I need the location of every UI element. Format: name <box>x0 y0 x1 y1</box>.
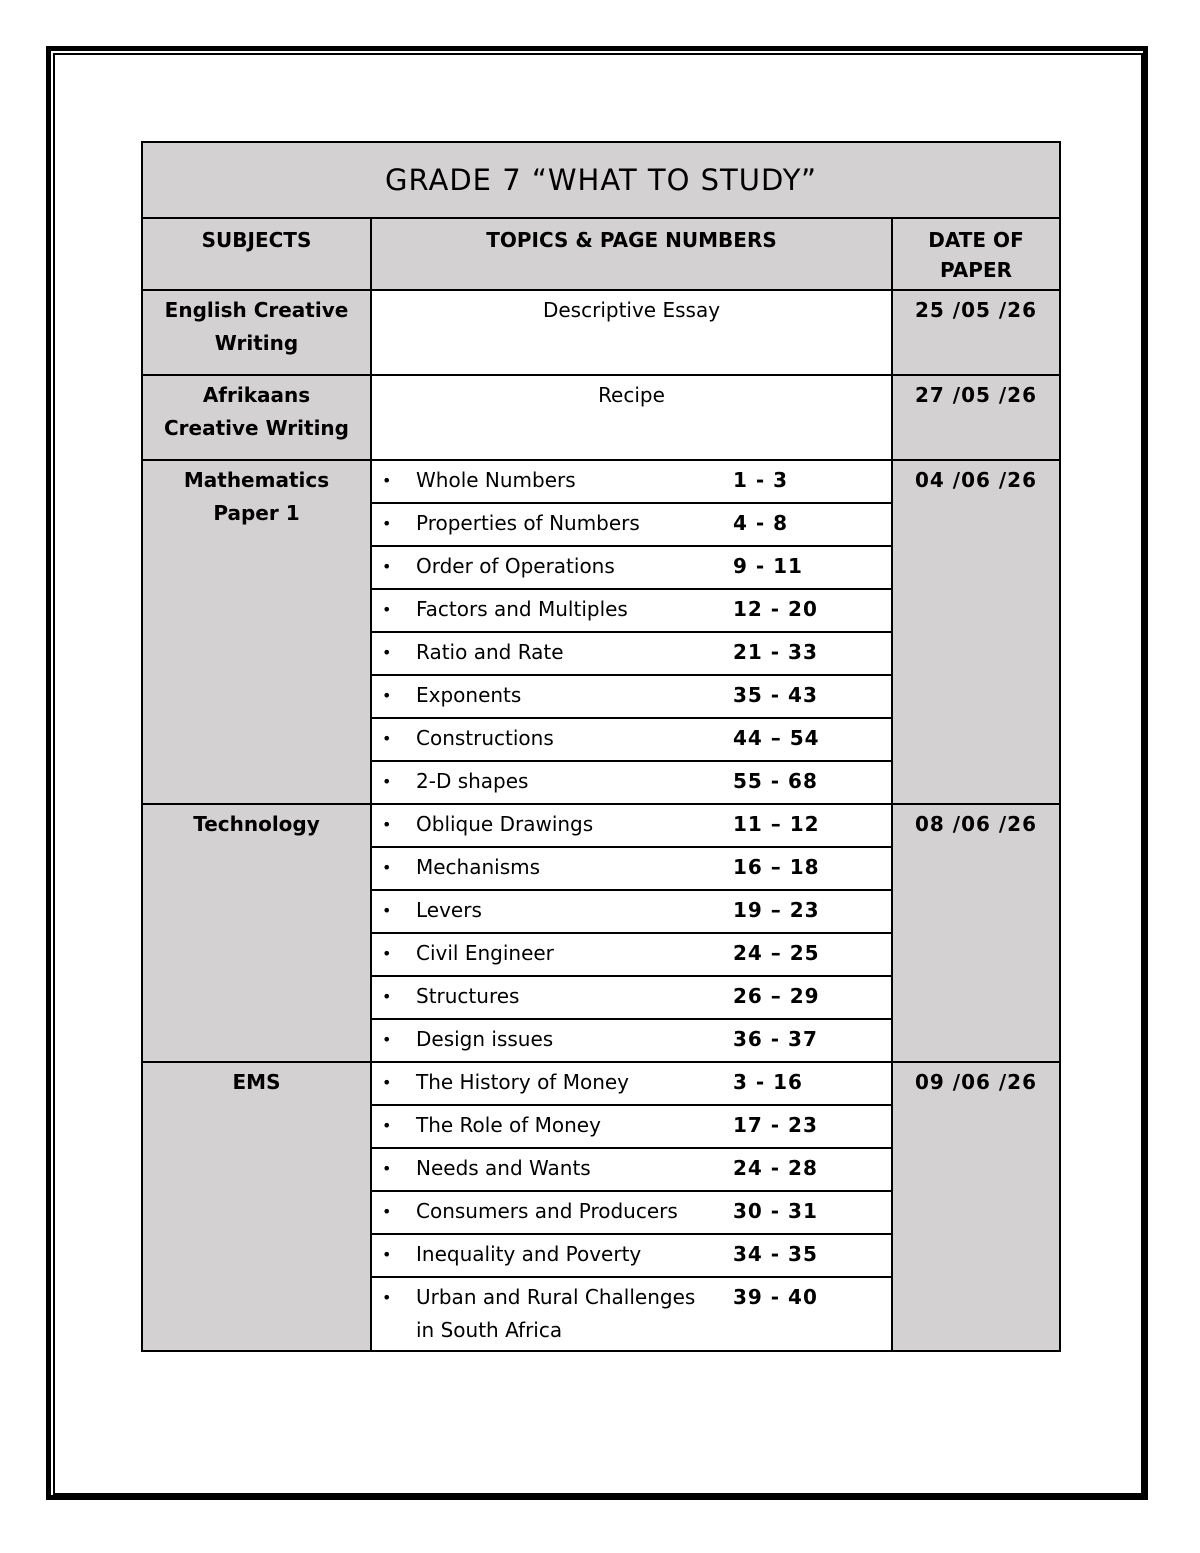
topic-item <box>371 933 892 976</box>
subject-english <box>142 290 371 375</box>
topic-pages: 4 - 8 <box>733 511 789 535</box>
header-date-line2: PAPER <box>939 258 1013 282</box>
subject-mathematics-line2: Paper 1 <box>213 501 300 525</box>
topic-item <box>371 503 892 546</box>
bullet-icon: • <box>382 944 392 963</box>
topic-item <box>371 718 892 761</box>
topic-pages: 16 – 18 <box>733 855 820 879</box>
date-ems: 09 /06 /26 <box>892 1062 1060 1351</box>
topic-row <box>142 1062 1060 1105</box>
bullet-icon: • <box>382 600 392 619</box>
topic-pages: 55 - 68 <box>733 769 818 793</box>
topic-name-line1: Urban and Rural Challenges <box>416 1285 696 1309</box>
subject-afrikaans <box>142 375 371 460</box>
study-table <box>141 141 1061 1352</box>
bullet-icon: • <box>382 858 392 877</box>
topic-name: Order of Operations <box>416 554 615 578</box>
topic-item <box>371 546 892 589</box>
bullet-icon: • <box>382 901 392 920</box>
subject-ems: EMS <box>142 1062 371 1351</box>
bullet-icon: • <box>382 772 392 791</box>
topic-pages: 44 – 54 <box>733 726 820 750</box>
bullet-icon: • <box>382 815 392 834</box>
date-technology: 08 /06 /26 <box>892 804 1060 1062</box>
topic-name: Ratio and Rate <box>416 640 564 664</box>
topic-name: Structures <box>416 984 520 1008</box>
topic-name: Constructions <box>416 726 554 750</box>
topic-item <box>371 976 892 1019</box>
bullet-icon: • <box>382 1288 392 1307</box>
subject-mathematics-line1: Mathematics <box>183 468 330 492</box>
topic-item <box>371 632 892 675</box>
topic-pages: 19 – 23 <box>733 898 820 922</box>
topic-name: Needs and Wants <box>416 1156 591 1180</box>
topic-name <box>416 1281 695 1347</box>
topic-item <box>371 589 892 632</box>
topic-item <box>371 804 892 847</box>
topic-name: Consumers and Producers <box>416 1199 678 1223</box>
bullet-icon: • <box>382 643 392 662</box>
topic-item <box>371 1277 892 1351</box>
topic-item <box>371 1191 892 1234</box>
topic-item <box>371 1234 892 1277</box>
topic-pages: 12 - 20 <box>733 597 818 621</box>
topic-pages: 35 - 43 <box>733 683 818 707</box>
topic-pages: 3 - 16 <box>733 1070 803 1094</box>
topic-item <box>371 1148 892 1191</box>
bullet-icon: • <box>382 686 392 705</box>
bullet-icon: • <box>382 1159 392 1178</box>
subject-afrikaans-line1: Afrikaans <box>202 383 311 407</box>
topic-item <box>371 675 892 718</box>
bullet-icon: • <box>382 987 392 1006</box>
bullet-icon: • <box>382 514 392 533</box>
topic-item <box>371 1105 892 1148</box>
topic-name: Civil Engineer <box>416 941 554 965</box>
topic-pages: 30 - 31 <box>733 1199 818 1223</box>
topic-name: Levers <box>416 898 482 922</box>
header-subjects: SUBJECTS <box>142 218 371 290</box>
topic-name: Mechanisms <box>416 855 541 879</box>
topic-afrikaans: Recipe <box>371 375 892 460</box>
topic-name: Factors and Multiples <box>416 597 628 621</box>
date-mathematics: 04 /06 /26 <box>892 460 1060 804</box>
topic-item <box>371 460 892 503</box>
topic-name: Properties of Numbers <box>416 511 640 535</box>
topic-pages: 34 - 35 <box>733 1242 818 1266</box>
topic-pages: 17 - 23 <box>733 1113 818 1137</box>
topic-item <box>371 890 892 933</box>
topic-item <box>371 1062 892 1105</box>
header-date <box>892 218 1060 290</box>
topic-name: 2-D shapes <box>416 769 529 793</box>
topic-name: Whole Numbers <box>416 468 576 492</box>
topic-pages: 36 - 37 <box>733 1027 818 1051</box>
topic-name: Exponents <box>416 683 522 707</box>
topic-item <box>371 761 892 804</box>
bullet-icon: • <box>382 1030 392 1049</box>
header-date-line1: DATE OF <box>928 228 1024 252</box>
header-topics: TOPICS & PAGE NUMBERS <box>371 218 892 290</box>
date-english: 25 /05 /26 <box>892 290 1060 375</box>
topic-name: Inequality and Poverty <box>416 1242 642 1266</box>
bullet-icon: • <box>382 557 392 576</box>
bullet-icon: • <box>382 1073 392 1092</box>
topic-row <box>142 804 1060 847</box>
topic-pages: 11 – 12 <box>733 812 820 836</box>
subject-english-line2: Writing <box>214 331 299 355</box>
bullet-icon: • <box>382 471 392 490</box>
topic-row <box>142 460 1060 503</box>
subject-afrikaans-line2: Creative Writing <box>164 416 349 440</box>
subject-row-afrikaans <box>142 375 1060 460</box>
topic-english: Descriptive Essay <box>371 290 892 375</box>
bullet-icon: • <box>382 729 392 748</box>
subject-row-english <box>142 290 1060 375</box>
topic-name: Design issues <box>416 1027 554 1051</box>
topic-name: The History of Money <box>416 1070 630 1094</box>
bullet-icon: • <box>382 1202 392 1221</box>
bullet-icon: • <box>382 1245 392 1264</box>
subject-technology: Technology <box>142 804 371 1062</box>
topic-pages: 21 - 33 <box>733 640 818 664</box>
date-afrikaans: 27 /05 /26 <box>892 375 1060 460</box>
topic-item <box>371 847 892 890</box>
bullet-icon: • <box>382 1116 392 1135</box>
topic-name: Oblique Drawings <box>416 812 594 836</box>
title-row <box>142 142 1060 218</box>
table-title: GRADE 7 “WHAT TO STUDY” <box>142 142 1060 218</box>
topic-item <box>371 1019 892 1062</box>
topic-pages: 24 - 28 <box>733 1156 818 1180</box>
topic-pages: 39 - 40 <box>733 1285 818 1309</box>
subject-english-line1: English Creative <box>164 298 349 322</box>
topic-name: The Role of Money <box>416 1113 601 1137</box>
subject-mathematics <box>142 460 371 804</box>
topic-pages: 24 – 25 <box>733 941 820 965</box>
topic-pages: 1 - 3 <box>733 468 789 492</box>
topic-name-line2: in South Africa <box>416 1318 563 1342</box>
header-row <box>142 218 1060 290</box>
topic-pages: 9 - 11 <box>733 554 803 578</box>
topic-pages: 26 – 29 <box>733 984 820 1008</box>
